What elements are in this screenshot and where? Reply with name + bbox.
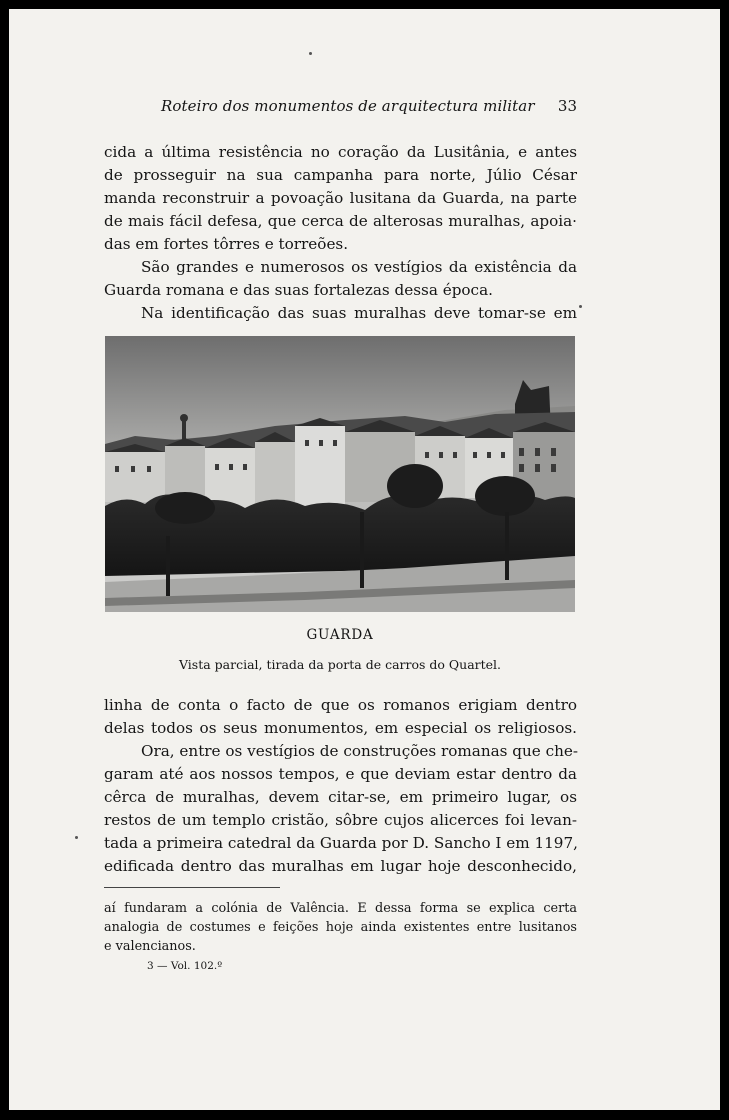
body-text-bottom <box>104 694 577 878</box>
running-title: Roteiro dos monumentos de arquitectura militar <box>161 97 535 115</box>
footnote-line: aí fundaram a colónia de Valência. E dessa forma se explica certa <box>104 901 577 916</box>
text-line: linha de conta o facto de que os romanos erigiam dentro <box>104 696 577 714</box>
text-line: cida a última resistência no coração da Lusitânia, e antes <box>104 143 577 161</box>
body-text-top <box>104 141 577 325</box>
text-line: Guarda romana e das suas fortalezas dessa época. <box>104 281 493 299</box>
footnote <box>104 899 577 956</box>
print-speck <box>309 52 312 55</box>
print-speck <box>579 305 582 308</box>
text-line: restos de um templo cristão, sôbre cujos alicerces foi levan- <box>104 811 577 829</box>
figure-caption: Vista parcial, tirada da porta de carros do Quartel. <box>178 657 502 672</box>
footnote-divider <box>104 887 280 888</box>
running-header <box>161 97 577 121</box>
guarda-photograph <box>105 336 575 612</box>
text-line: das em fortes tôrres e torreões. <box>104 235 349 253</box>
footnote-line: analogia de costumes e feições hoje ainda existentes entre lusitanos <box>104 920 577 935</box>
page-number: 33 <box>557 97 577 115</box>
text-line: garam até aos nossos tempos, e que deviam estar dentro da <box>104 765 577 783</box>
text-line: tada a primeira catedral da Guarda por D. Sancho I em 1197, <box>104 834 578 852</box>
text-line: Ora, entre os vestígios de construções romanas que che- <box>141 742 579 760</box>
book-page <box>9 9 720 1110</box>
print-speck <box>75 836 78 839</box>
text-line: cêrca de muralhas, devem citar-se, em primeiro lugar, os <box>104 788 577 806</box>
text-line: São grandes e numerosos os vestígios da existência da <box>141 258 577 276</box>
text-line: de prosseguir na sua campanha para norte, Júlio César <box>104 166 577 184</box>
figure-title: GUARDA <box>306 627 374 643</box>
text-line: de mais fácil defesa, que cerca de alterosas muralhas, apoia· <box>104 212 577 230</box>
text-line: manda reconstruir a povoação lusitana da Guarda, na parte <box>104 189 577 207</box>
town-view-image <box>105 336 575 612</box>
text-line: delas todos os seus monumentos, em especial os religiosos. <box>104 719 577 737</box>
printer-signature: 3 — Vol. 102.º <box>147 960 223 972</box>
text-line: edificada dentro das muralhas em lugar hoje desconhecido, <box>104 857 577 875</box>
footnote-line: e valencianos. <box>104 939 196 954</box>
text-line: Na identificação das suas muralhas deve tomar-se em <box>141 304 577 322</box>
